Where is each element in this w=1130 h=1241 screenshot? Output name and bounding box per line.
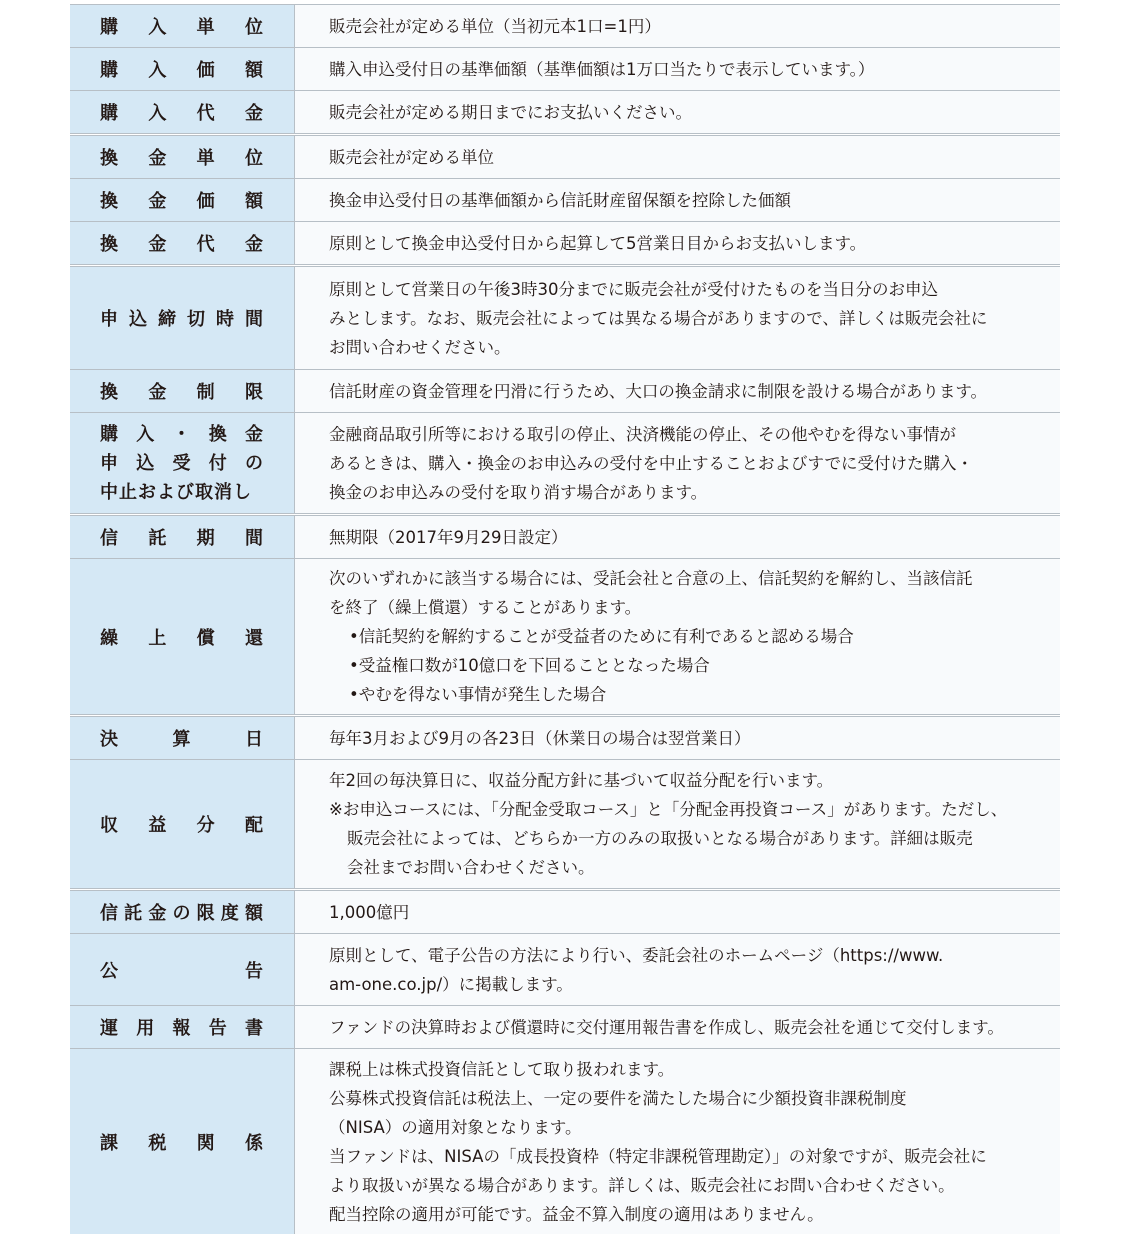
label-line: 中止および取消し [100, 481, 252, 503]
table-row [70, 267, 1060, 370]
table-row [70, 91, 1060, 136]
value-line: 次のいずれかに該当する場合には、受託会社と合意の上、信託契約を解約し、当該信託 [329, 569, 973, 588]
value-line: 金融商品取引所等における取引の停止、決済機能の停止、その他やむを得ない事情が [329, 424, 956, 444]
bullet-item: •受益権口数が10億口を下回ることとなった場合 [349, 656, 710, 675]
value-line: 換金のお申込みの受付を取り消す場合があります。 [329, 482, 708, 502]
fund-terms-table [70, 4, 1060, 1234]
row-label [70, 136, 295, 178]
table-row [70, 370, 1060, 413]
row-label-text: 申 込 締 切 時 間 [100, 309, 264, 330]
table-row [70, 4, 1060, 48]
row-value [295, 516, 1060, 558]
row-label-text: 換 金 単 位 [100, 148, 264, 169]
value-line: みとします。なお、販売会社によっては異なる場合がありますので、詳しくは販売会社に [329, 308, 988, 328]
row-label [70, 1006, 295, 1048]
value-line: 課税上は株式投資信託として取り扱われます。 [329, 1059, 675, 1079]
value-line: （NISA）の適用対象となります。 [329, 1117, 582, 1137]
row-label [70, 1049, 295, 1234]
value-line: 原則として換金申込受付日から起算して5営業日目からお支払いします。 [329, 233, 867, 253]
row-label-text: 換 金 代 金 [100, 234, 264, 255]
row-value [295, 136, 1060, 178]
value-line: ファンドの決算時および償還時に交付運用報告書を作成し、販売会社を通じて交付します。 [329, 1017, 1004, 1037]
table-row [70, 48, 1060, 91]
table-row [70, 222, 1060, 267]
bullet-item: •やむを得ない事情が発生した場合 [349, 685, 607, 704]
row-value [295, 222, 1060, 264]
value-line: 販売会社が定める単位（当初元本1口=1円） [329, 16, 661, 36]
bullet-item: •信託契約を解約することが受益者のために有利であると認める場合 [349, 627, 854, 646]
row-label [70, 760, 295, 888]
value-line: あるときは、購入・換金のお申込みの受付を中止することおよびすでに受付けた購入・ [329, 453, 973, 473]
value-line: 販売会社が定める期日までにお支払いください。 [329, 102, 692, 122]
value-line: 1,000億円 [329, 902, 410, 922]
value-line: より取扱いが異なる場合があります。詳しくは、販売会社にお問い合わせください。 [329, 1175, 955, 1195]
row-value [295, 48, 1060, 90]
row-label [70, 48, 295, 90]
row-label [70, 516, 295, 558]
row-label [70, 5, 295, 47]
table-row [70, 516, 1060, 559]
table-row [70, 1049, 1060, 1234]
row-value [295, 559, 1060, 714]
row-label-text: 繰 上 償 還 [100, 627, 264, 649]
value-line: 毎年3月および9月の各23日（休業日の場合は翌営業日） [329, 728, 751, 748]
value-line: 公募株式投資信託は税法上、一定の要件を満たした場合に少額投資非課税制度 [329, 1088, 907, 1108]
label-line: 購 入 ・ 換 金 [100, 423, 264, 445]
row-value [295, 934, 1060, 1005]
row-label [70, 934, 295, 1005]
value-line: 購入申込受付日の基準価額（基準価額は1万口当たりで表示しています。） [329, 59, 875, 79]
value-line: 原則として営業日の午後3時30分までに販売会社が受付けたものを当日分のお申込 [329, 279, 938, 299]
value-line: 販売会社が定める単位 [329, 147, 494, 167]
table-row [70, 891, 1060, 934]
row-value [295, 891, 1060, 933]
row-label [70, 413, 295, 513]
row-value [295, 760, 1060, 888]
row-label [70, 222, 295, 264]
value-line: 年2回の毎決算日に、収益分配方針に基づいて収益分配を行います。 [329, 771, 834, 790]
row-label [70, 370, 295, 412]
value-line: を終了（繰上償還）することがあります。 [329, 598, 642, 617]
row-value [295, 370, 1060, 412]
value-line: 当ファンドは、NISAの「成長投資枠（特定非課税管理勘定）」の対象ですが、販売会社に [329, 1146, 987, 1166]
row-label-text: 購 入 価 額 [100, 60, 264, 81]
value-line: 原則として、電子公告の方法により行い、委託会社のホームページ（https://www. [329, 945, 944, 965]
table-row [70, 179, 1060, 222]
row-value [295, 267, 1060, 369]
row-label [70, 559, 295, 714]
table-row [70, 136, 1060, 179]
row-label [70, 891, 295, 933]
row-value [295, 91, 1060, 133]
row-label-text: 公 告 [100, 960, 264, 982]
table-row [70, 413, 1060, 516]
value-line: 無期限（2017年9月29日設定） [329, 527, 568, 547]
row-value [295, 5, 1060, 47]
table-row [70, 559, 1060, 717]
table-row [70, 760, 1060, 891]
row-value [295, 1049, 1060, 1234]
row-label-text: 換 金 制 限 [100, 382, 264, 403]
row-label-text: 収 益 分 配 [100, 815, 264, 836]
row-label-text: 信 託 期 間 [100, 528, 264, 549]
value-line: 信託財産の資金管理を円滑に行うため、大口の換金請求に制限を設ける場合があります。 [329, 381, 988, 401]
row-label-text: 決 算 日 [100, 729, 264, 750]
table-row [70, 934, 1060, 1006]
table-row [70, 1006, 1060, 1049]
row-label-text: 購 入 単 位 [100, 17, 264, 38]
row-label [70, 717, 295, 759]
value-line: お問い合わせください。 [329, 337, 511, 357]
row-value [295, 717, 1060, 759]
row-label-text: 換 金 価 額 [100, 191, 264, 212]
value-line: 配当控除の適用が可能です。益金不算入制度の適用はありません。 [329, 1204, 824, 1224]
row-label-text: 購 入 代 金 [100, 103, 264, 124]
row-label-text: 課 税 関 係 [100, 1132, 264, 1154]
row-label [70, 267, 295, 369]
row-value [295, 1006, 1060, 1048]
value-line: 換金申込受付日の基準価額から信託財産留保額を控除した価額 [329, 190, 791, 210]
row-label [70, 91, 295, 133]
label-line: 申 込 受 付 の [100, 452, 264, 474]
value-line: 販売会社によっては、どちらか一方のみの取扱いとなる場合があります。詳細は販売 [347, 829, 973, 848]
row-label-multiline [100, 414, 264, 513]
value-line: am-one.co.jp/）に掲載します。 [329, 974, 573, 994]
value-line: ※お申込コースには、「分配金受取コース」と「分配金再投資コース」があります。ただし、 [329, 800, 1008, 819]
row-label [70, 179, 295, 221]
row-value [295, 179, 1060, 221]
row-label-text: 信 託 金 の 限 度 額 [100, 903, 264, 924]
row-label-text: 運 用 報 告 書 [100, 1018, 264, 1039]
value-line: 会社までお問い合わせください。 [347, 858, 595, 877]
row-value [295, 413, 1060, 513]
table-row [70, 717, 1060, 760]
